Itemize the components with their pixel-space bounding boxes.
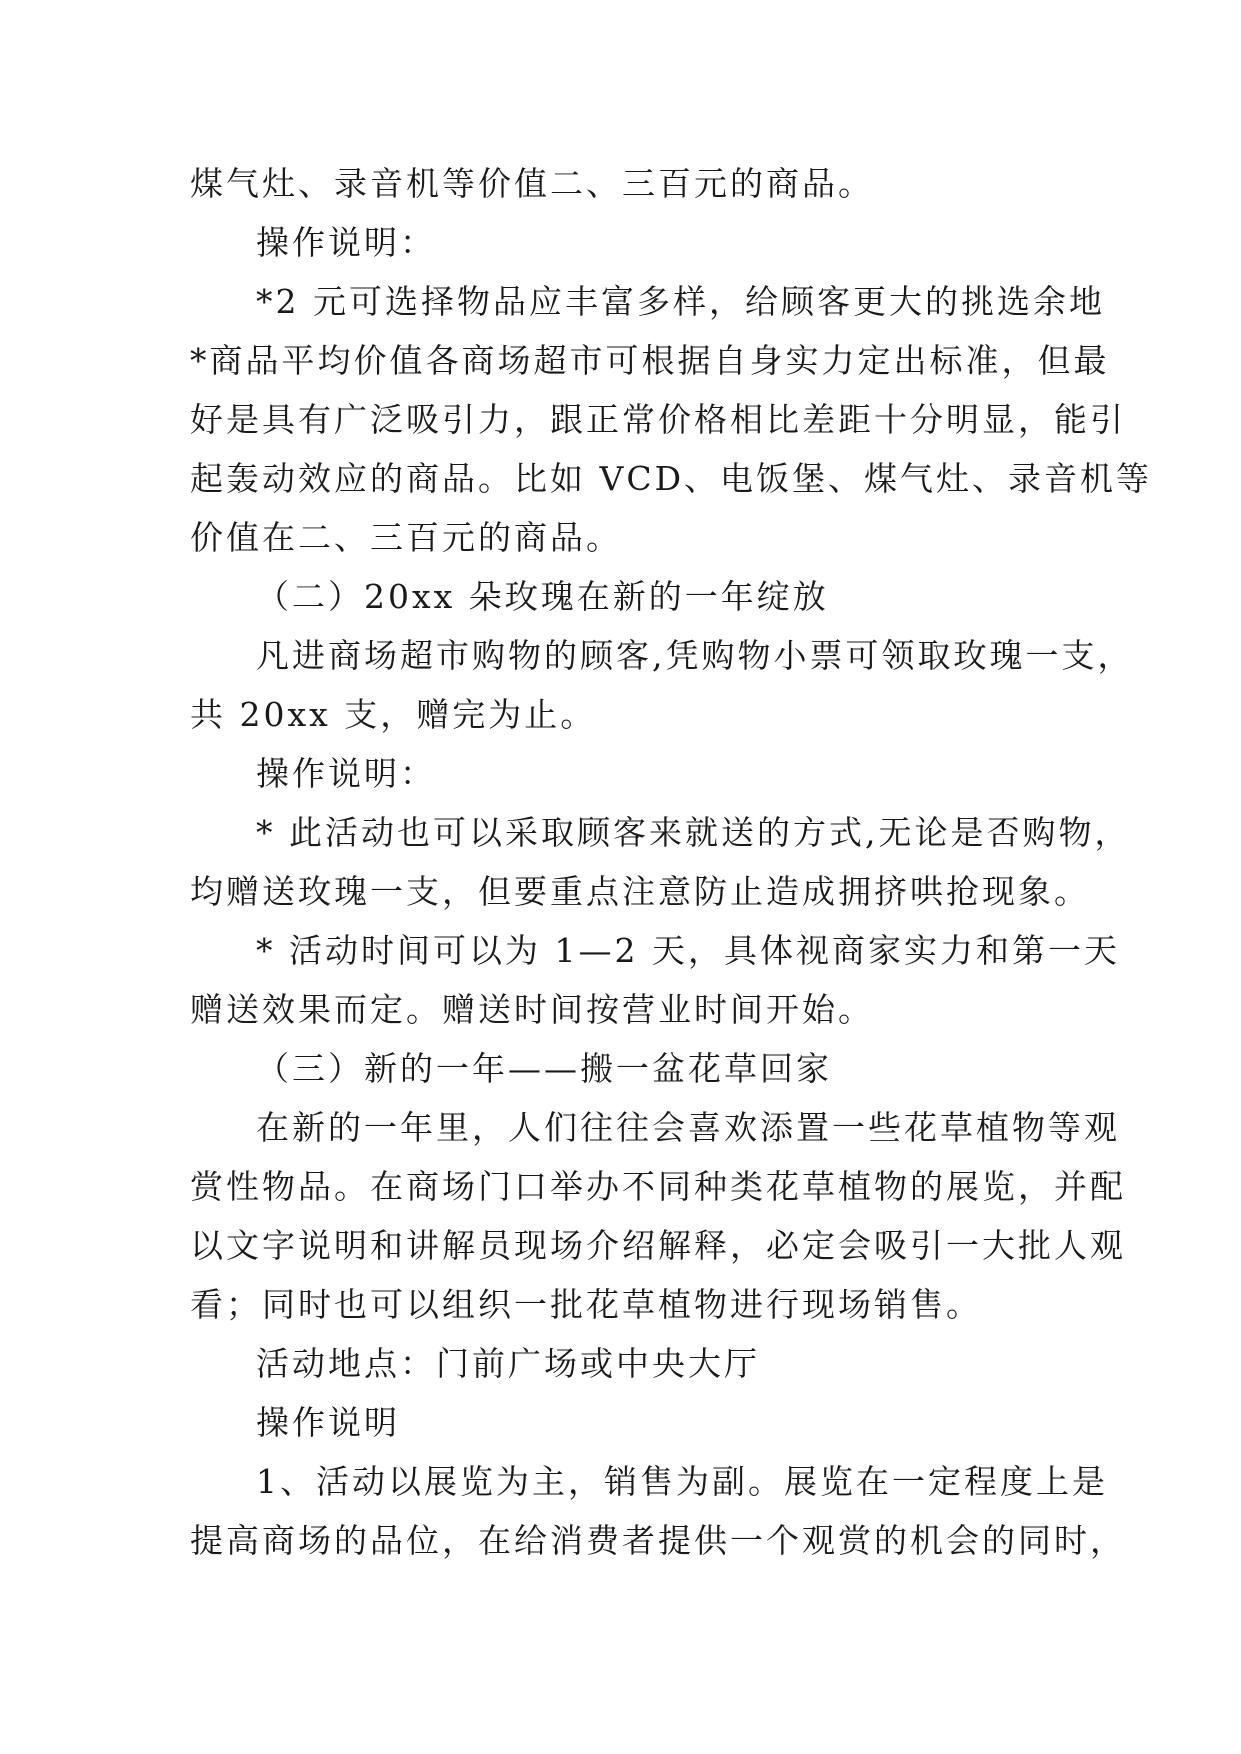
paragraph-line: 看；同时也可以组织一批花草植物进行现场销售。	[190, 1285, 982, 1324]
paragraph-line: 好是具有广泛吸引力，跟正常价格相比差距十分明显，能引	[190, 400, 1126, 439]
paragraph-line: * 活动时间可以为 1—2 天，具体视商家实力和第一天	[256, 931, 1120, 970]
paragraph-line: *2 元可选择物品应丰富多样，给顾客更大的挑选余地	[256, 282, 1105, 321]
paragraph-line: 提高商场的品位，在给消费者提供一个观赏的机会的同时，	[190, 1521, 1126, 1560]
paragraph-line: 赏性物品。在商场门口举办不同种类花草植物的展览，并配	[190, 1167, 1126, 1206]
section-heading: （二）20xx 朵玫瑰在新的一年绽放	[256, 577, 829, 616]
paragraph-line: 活动地点：门前广场或中央大厅	[256, 1344, 760, 1383]
paragraph-line: 价值在二、三百元的商品。	[190, 518, 622, 557]
paragraph-line: *商品平均价值各商场超市可根据自身实力定出标准，但最	[190, 341, 1110, 380]
paragraph-line: 操作说明	[256, 1403, 400, 1442]
paragraph-line: 凡进商场超市购物的顾客,凭购物小票可领取玫瑰一支，	[256, 636, 1134, 675]
paragraph-line: 赠送效果而定。赠送时间按营业时间开始。	[190, 990, 874, 1029]
paragraph-line: 均赠送玫瑰一支，但要重点注意防止造成拥挤哄抢现象。	[190, 872, 1090, 911]
paragraph-line: * 此活动也可以采取顾客来就送的方式,无论是否购物，	[256, 813, 1131, 852]
paragraph-line: 在新的一年里，人们往往会喜欢添置一些花草植物等观	[256, 1108, 1120, 1147]
section-heading: （三）新的一年——搬一盆花草回家	[256, 1049, 832, 1088]
paragraph-line: 共 20xx 支，赠完为止。	[190, 695, 597, 734]
paragraph-line: 1、活动以展览为主，销售为副。展览在一定程度上是	[256, 1462, 1108, 1501]
paragraph-line: 操作说明：	[256, 223, 436, 262]
paragraph-line: 以文字说明和讲解员现场介绍解释，必定会吸引一大批人观	[190, 1226, 1126, 1265]
paragraph-line: 操作说明：	[256, 754, 436, 793]
paragraph-line: 煤气灶、录音机等价值二、三百元的商品。	[190, 164, 874, 203]
paragraph-line: 起轰动效应的商品。比如 VCD、电饭堡、煤气灶、录音机等	[190, 459, 1153, 498]
